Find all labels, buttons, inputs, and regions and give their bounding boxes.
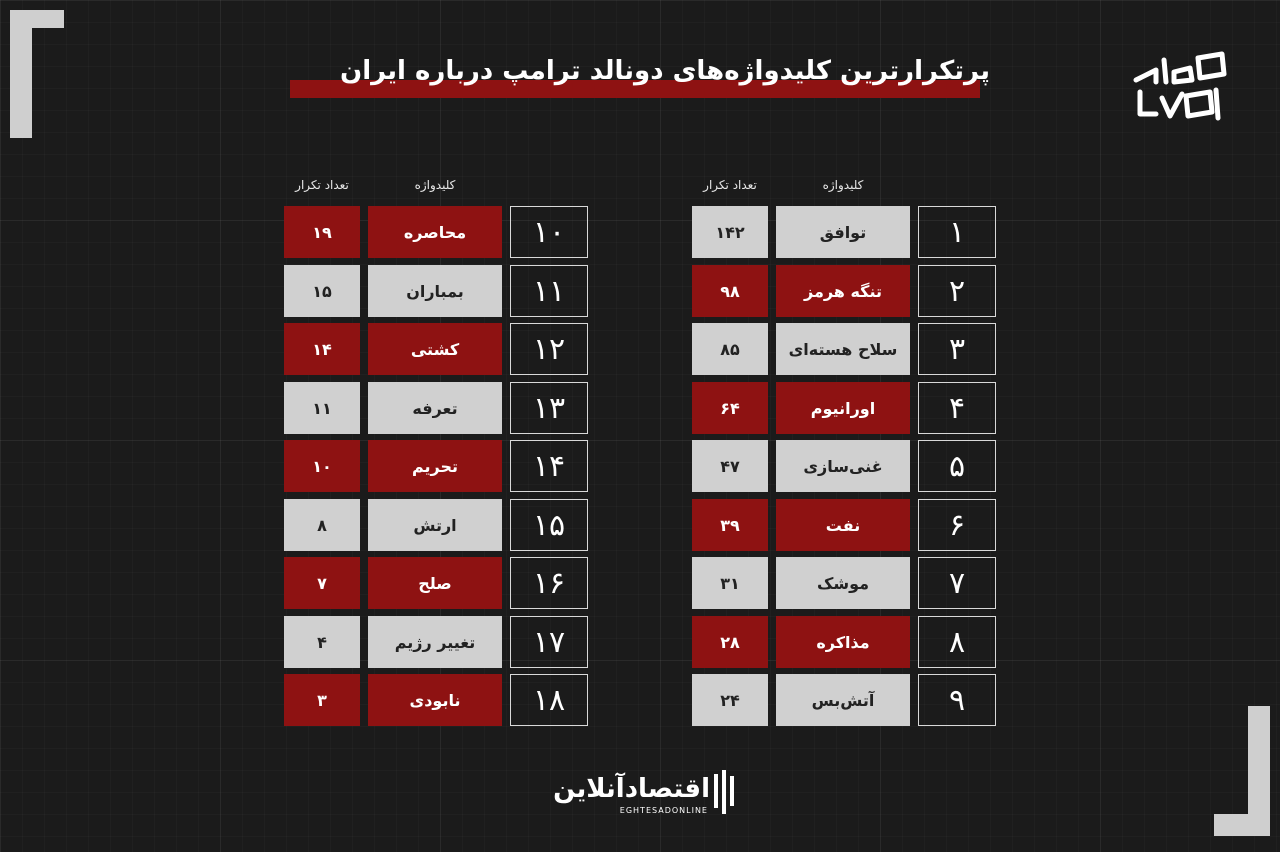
rank-cell: ۸ bbox=[918, 616, 996, 668]
count-cell: ۸ bbox=[284, 499, 360, 551]
count-header-left: تعداد تکرار bbox=[295, 178, 349, 192]
dadehnama-logo bbox=[1126, 42, 1230, 126]
keyword-cell: تنگه هرمز bbox=[776, 265, 910, 317]
rank-cell: ۱۶ bbox=[510, 557, 588, 609]
table-row bbox=[284, 265, 590, 319]
table-row bbox=[692, 499, 998, 553]
table-row bbox=[284, 499, 590, 553]
rank-cell: ۹ bbox=[918, 674, 996, 726]
rank-cell: ۲ bbox=[918, 265, 996, 317]
table-row bbox=[692, 382, 998, 436]
keyword-cell: توافق bbox=[776, 206, 910, 258]
count-cell: ۱۴ bbox=[284, 323, 360, 375]
keyword-cell: غنی‌سازی bbox=[776, 440, 910, 492]
corner-bracket-bottom-right bbox=[1214, 814, 1270, 836]
count-cell: ۲۸ bbox=[692, 616, 768, 668]
rank-cell: ۱۴ bbox=[510, 440, 588, 492]
keyword-cell: موشک bbox=[776, 557, 910, 609]
rank-cell: ۱۱ bbox=[510, 265, 588, 317]
rank-cell: ۱۸ bbox=[510, 674, 588, 726]
rank-cell: ۵ bbox=[918, 440, 996, 492]
keyword-cell: بمباران bbox=[368, 265, 502, 317]
table-row bbox=[284, 323, 590, 377]
count-header-right: تعداد تکرار bbox=[703, 178, 757, 192]
keyword-header-left: کلیدواژه bbox=[414, 178, 456, 192]
rank-cell: ۳ bbox=[918, 323, 996, 375]
count-cell: ۱۵ bbox=[284, 265, 360, 317]
rank-cell: ۱۰ bbox=[510, 206, 588, 258]
keyword-cell: آتش‌بس bbox=[776, 674, 910, 726]
count-cell: ۱۴۲ bbox=[692, 206, 768, 258]
count-cell: ۴۷ bbox=[692, 440, 768, 492]
keyword-cell: نفت bbox=[776, 499, 910, 551]
keyword-cell: تعرفه bbox=[368, 382, 502, 434]
rank-cell: ۱۵ bbox=[510, 499, 588, 551]
keyword-cell: نابودی bbox=[368, 674, 502, 726]
rank-cell: ۱ bbox=[918, 206, 996, 258]
table-row bbox=[692, 206, 998, 260]
table-row bbox=[692, 440, 998, 494]
corner-bracket-top-left bbox=[10, 10, 32, 138]
count-cell: ۳ bbox=[284, 674, 360, 726]
keyword-cell: اورانیوم bbox=[776, 382, 910, 434]
count-cell: ۸۵ bbox=[692, 323, 768, 375]
table-row bbox=[284, 382, 590, 436]
count-cell: ۳۹ bbox=[692, 499, 768, 551]
count-cell: ۷ bbox=[284, 557, 360, 609]
table-row bbox=[284, 616, 590, 670]
rank-cell: ۴ bbox=[918, 382, 996, 434]
title-text: پرتکرارترین کلیدواژه‌های دونالد ترامپ درباره ایران bbox=[340, 56, 990, 86]
keyword-cell: ارتش bbox=[368, 499, 502, 551]
footer-brand-name: اقتصادآنلاین bbox=[553, 774, 710, 804]
keyword-cell: سلاح هسته‌ای bbox=[776, 323, 910, 375]
rank-cell: ۶ bbox=[918, 499, 996, 551]
keyword-cell: مذاکره bbox=[776, 616, 910, 668]
table-row bbox=[284, 440, 590, 494]
count-cell: ۹۸ bbox=[692, 265, 768, 317]
count-cell: ۱۱ bbox=[284, 382, 360, 434]
rank-cell: ۱۲ bbox=[510, 323, 588, 375]
keyword-cell: کشتی bbox=[368, 323, 502, 375]
rank-cell: ۱۳ bbox=[510, 382, 588, 434]
page-title bbox=[290, 56, 990, 100]
count-cell: ۶۴ bbox=[692, 382, 768, 434]
table-row bbox=[692, 674, 998, 728]
table-row bbox=[284, 674, 590, 728]
footer-brand bbox=[553, 770, 722, 820]
count-cell: ۴ bbox=[284, 616, 360, 668]
brand-bars-icon bbox=[712, 770, 742, 814]
count-cell: ۲۴ bbox=[692, 674, 768, 726]
keyword-header-right: کلیدواژه bbox=[822, 178, 864, 192]
table-row bbox=[692, 265, 998, 319]
count-cell: ۱۰ bbox=[284, 440, 360, 492]
count-cell: ۳۱ bbox=[692, 557, 768, 609]
table-row bbox=[284, 557, 590, 611]
rank-cell: ۷ bbox=[918, 557, 996, 609]
count-cell: ۱۹ bbox=[284, 206, 360, 258]
rank-cell: ۱۷ bbox=[510, 616, 588, 668]
footer-brand-latin: EGHTESADONLINE bbox=[619, 806, 708, 815]
keyword-cell: صلح bbox=[368, 557, 502, 609]
table-row bbox=[692, 616, 998, 670]
table-row bbox=[692, 557, 998, 611]
table-row bbox=[284, 206, 590, 260]
keyword-cell: تحریم bbox=[368, 440, 502, 492]
table-row bbox=[692, 323, 998, 377]
keyword-cell: تغییر رژیم bbox=[368, 616, 502, 668]
keyword-cell: محاصره bbox=[368, 206, 502, 258]
